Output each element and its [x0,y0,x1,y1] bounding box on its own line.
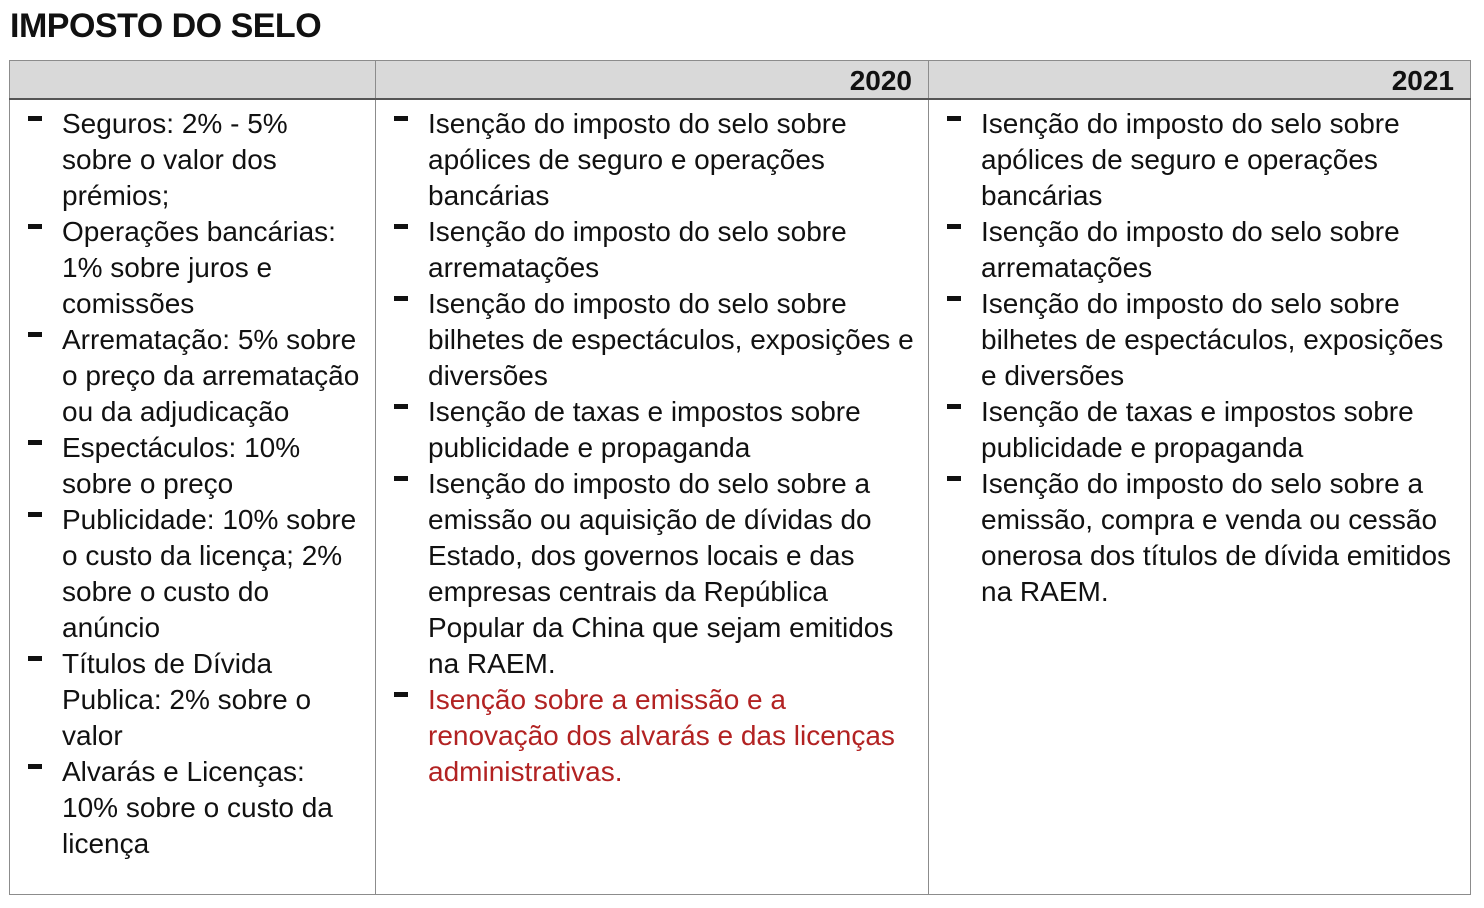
list-item: Isenção do imposto do selo sobre bilhetes de espectáculos, exposições e diversões [947,286,1460,394]
list-item: Isenção do imposto do selo sobre apólices de seguro e operações bancárias [394,106,918,214]
current-rates-list [28,106,365,862]
list-item: Isenção do imposto do selo sobre arrematações [394,214,918,286]
dash-bullet-icon [947,116,961,121]
dash-bullet-icon [394,692,408,697]
list-item: Alvarás e Licenças: 10% sobre o custo da licença [28,754,365,862]
list-item: Títulos de Dívida Publica: 2% sobre o valor [28,646,365,754]
table-header-row [10,61,1471,100]
header-cell-empty [10,61,376,100]
dash-bullet-icon [28,440,42,445]
dash-bullet-icon [947,404,961,409]
table-body-row [10,99,1471,895]
list-item: Isenção do imposto do selo sobre arrematações [947,214,1460,286]
list-item: Isenção de taxas e impostos sobre publicidade e propaganda [394,394,918,466]
list-item: Isenção do imposto do selo sobre apólices de seguro e operações bancárias [947,106,1460,214]
list-item: Seguros: 2% - 5% sobre o valor dos prémios; [28,106,365,214]
exemptions-2020-cell [376,99,929,895]
dash-bullet-icon [947,296,961,301]
dash-bullet-icon [28,764,42,769]
list-item: Isenção do imposto do selo sobre bilhetes de espectáculos, exposições e diversões [394,286,918,394]
header-year-2021: 2021 [929,61,1471,100]
list-item: Isenção do imposto do selo sobre a emissão, compra e venda ou cessão onerosa dos títulos de dívida emitidos na RAEM. [947,466,1460,610]
list-item: Publicidade: 10% sobre o custo da licença; 2% sobre o custo do anúncio [28,502,365,646]
dash-bullet-icon [28,512,42,517]
dash-bullet-icon [394,476,408,481]
dash-bullet-icon [28,224,42,229]
page-title: IMPOSTO DO SELO [10,7,322,45]
stamp-duty-table [9,60,1471,895]
dash-bullet-icon [947,476,961,481]
dash-bullet-icon [28,332,42,337]
list-item: Espectáculos: 10% sobre o preço [28,430,365,502]
dash-bullet-icon [394,404,408,409]
list-item: Isenção do imposto do selo sobre a emissão ou aquisição de dívidas do Estado, dos governos locais e das empresas centrais da República Popular da China que sejam emitidos na RAEM. [394,466,918,682]
dash-bullet-icon [394,224,408,229]
list-item: Isenção de taxas e impostos sobre publicidade e propaganda [947,394,1460,466]
exemptions-2020-list [394,106,918,790]
dash-bullet-icon [394,296,408,301]
dash-bullet-icon [28,116,42,121]
exemptions-2021-list [947,106,1460,610]
exemptions-2021-cell [929,99,1471,895]
list-item: Operações bancárias: 1% sobre juros e comissões [28,214,365,322]
list-item-highlighted: Isenção sobre a emissão e a renovação dos alvarás e das licenças administrativas. [394,682,918,790]
list-item: Arrematação: 5% sobre o preço da arrematação ou da adjudicação [28,322,365,430]
dash-bullet-icon [394,116,408,121]
current-rates-cell [10,99,376,895]
header-year-2020: 2020 [376,61,929,100]
dash-bullet-icon [28,656,42,661]
dash-bullet-icon [947,224,961,229]
